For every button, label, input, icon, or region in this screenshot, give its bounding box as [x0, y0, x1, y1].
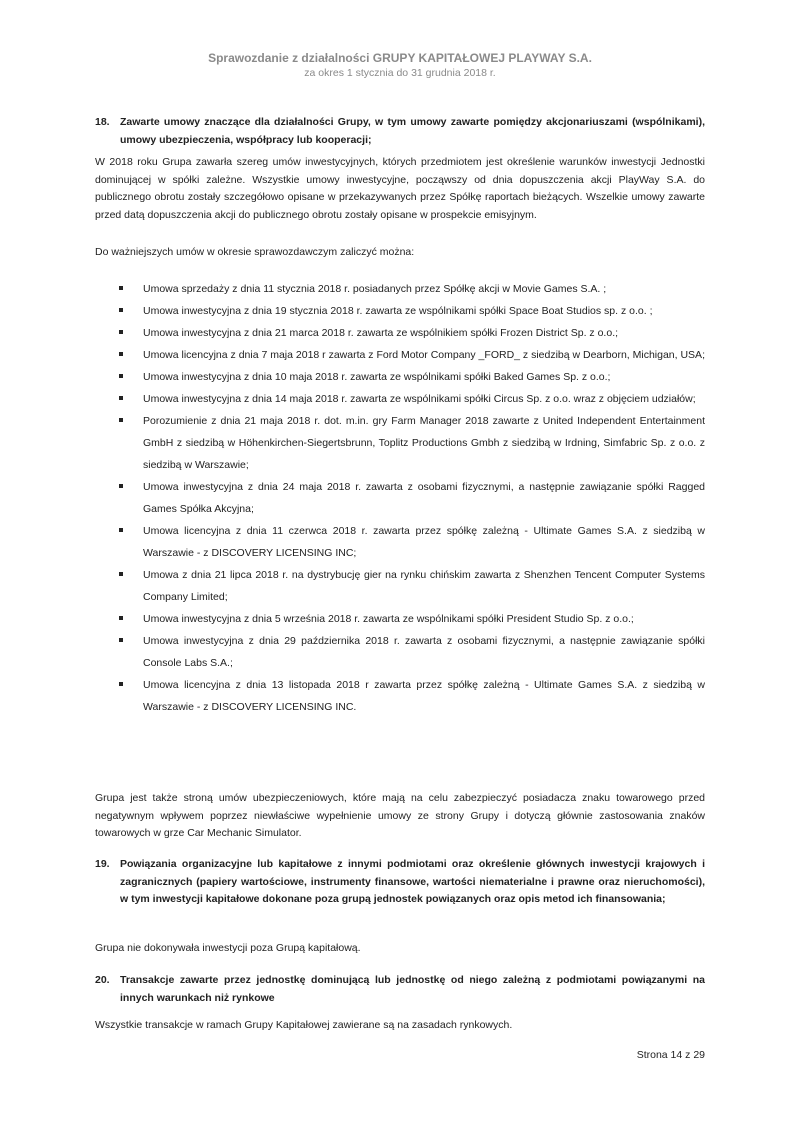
list-item: Umowa inwestycyjna z dnia 29 października 2018 r. zawarta z osobami fizycznymi, a następnie zawiązanie spółki Console Labs S.A.;	[95, 630, 705, 674]
bullet-icon	[95, 520, 143, 564]
list-item: Umowa inwestycyjna z dnia 14 maja 2018 r. zawarta ze wspólnikami spółki Circus Sp. z o.o. wraz z objęciem udziałów;	[95, 388, 705, 410]
list-item: Umowa sprzedaży z dnia 11 stycznia 2018 r. posiadanych przez Spółkę akcji w Movie Games S.A. ;	[95, 278, 705, 300]
document-header-subtitle: za okres 1 stycznia do 31 grudnia 2018 r.	[304, 67, 496, 79]
list-item: Umowa z dnia 21 lipca 2018 r. na dystrybucję gier na rynku chińskim zawarta z Shenzhen Tencent Computer Systems Company Limited;	[95, 564, 705, 608]
list-item: Umowa inwestycyjna z dnia 19 stycznia 2018 r. zawarta ze wspólnikami spółki Space Boat Studios sp. z o.o. ;	[95, 300, 705, 322]
list-item: Umowa inwestycyjna z dnia 5 września 2018 r. zawarta ze wspólnikami spółki President Studio Sp. z o.o.;	[95, 608, 705, 630]
list-item: Umowa inwestycyjna z dnia 24 maja 2018 r. zawarta z osobami fizycznymi, a następnie zawiązanie spółki Ragged Games Spółka Akcyjna;	[95, 476, 705, 520]
section-20-heading	[95, 972, 705, 1007]
bullet-icon	[95, 476, 143, 520]
bullet-icon	[95, 630, 143, 674]
list-item: Umowa licencyjna z dnia 11 czerwca 2018 r. zawarta przez spółkę zależną - Ultimate Games S.A. z siedzibą w Warszawie - z DISCOVERY LICENSING INC;	[95, 520, 705, 564]
bullet-icon	[95, 674, 143, 718]
insurance-paragraph: Grupa jest także stroną umów ubezpieczeniowych, które mają na celu zabezpieczyć posiadacza znaku towarowego przed negatywnym wpływem poprzez niewłaściwe wypełnienie umowy ze strony Grupy i dotyczą głównie zastosowania znaków towarowych w grze Car Mechanic Simulator.	[95, 792, 705, 839]
section-title: Powiązania organizacyjne lub kapitałowe z innymi podmiotami oraz określenie głównych inwestycji krajowych i zagranicznych (papiery wartościowe, instrumenty finansowe, wartości niematerialne i prawne oraz nieruchomości), w tym inwestycji kapitałowe dokonane poza grupą jednostek powiązanych oraz opis metod ich finansowania;	[120, 858, 705, 905]
section-title: Transakcje zawarte przez jednostkę dominującą lub jednostkę od niego zależną z podmiotami powiązanymi na innych warunkach niż rynkowe	[120, 974, 705, 1004]
bullet-icon	[95, 388, 143, 410]
section-20-paragraph: Wszystkie transakcje w ramach Grupy Kapitałowej zawierane są na zasadach rynkowych.	[95, 1019, 513, 1031]
section-19-heading	[95, 856, 705, 909]
section-number: 19.	[95, 858, 110, 870]
document-header-title: Sprawozdanie z działalności GRUPY KAPITAŁOWEJ PLAYWAY S.A.	[208, 51, 592, 65]
list-item: Umowa inwestycyjna z dnia 21 marca 2018 r. zawarta ze wspólnikiem spółki Frozen District Sp. z o.o.;	[95, 322, 705, 344]
list-item: Umowa licencyjna z dnia 7 maja 2018 r zawarta z Ford Motor Company _FORD_ z siedzibą w Dearborn, Michigan, USA;	[95, 344, 705, 366]
section-number: 20.	[95, 974, 110, 986]
bullet-icon	[95, 344, 143, 366]
bullet-icon	[95, 322, 143, 344]
list-item: Umowa inwestycyjna z dnia 10 maja 2018 r. zawarta ze wspólnikami spółki Baked Games Sp. z o.o.;	[95, 366, 705, 388]
section-18-heading	[95, 114, 705, 149]
section-18-paragraph: W 2018 roku Grupa zawarła szereg umów inwestycyjnych, których przedmiotem jest określenie warunków inwestycji Jednostki dominującej w spółki zależne. Wszystkie umowy inwestycyjne, począwszy od dnia dopuszczenia akcji PlayWay S.A. do publicznego obrotu zostały szczegółowo opisane w przekazywanych przez Spółkę raportach bieżących. Wszelkie umowy zawarte przed datą dopuszczenia akcji do publicznego obrotu zostały opisane w prospekcie emisyjnym.	[95, 156, 705, 221]
list-intro: Do ważniejszych umów w okresie sprawozdawczym zaliczyć można:	[95, 246, 415, 258]
bullet-icon	[95, 366, 143, 388]
bullet-icon	[95, 608, 143, 630]
section-number: 18.	[95, 116, 110, 128]
bullet-icon	[95, 278, 143, 300]
list-item: Porozumienie z dnia 21 maja 2018 r. dot. m.in. gry Farm Manager 2018 zawarte z United Independent Entertainment GmbH z siedzibą w Höhenkirchen-Siegertsbrunn, Toplitz Productions Gmbh z siedzibą w Irdning, Simfabric Sp. z o.o. z siedzibą w Warszawie;	[95, 410, 705, 476]
list-item: Umowa licencyjna z dnia 13 listopada 2018 r zawarta przez spółkę zależną - Ultimate Games S.A. z siedzibą w Warszawie - z DISCOVERY LICENSING INC.	[95, 674, 705, 718]
bullet-icon	[95, 300, 143, 322]
bullet-icon	[95, 410, 143, 476]
section-title: Zawarte umowy znaczące dla działalności Grupy, w tym umowy zawarte pomiędzy akcjonariuszami (wspólnikami), umowy ubezpieczenia, współpracy lub kooperacji;	[120, 116, 705, 146]
agreements-list	[95, 278, 705, 718]
bullet-icon	[95, 564, 143, 608]
section-19-paragraph: Grupa nie dokonywała inwestycji poza Grupą kapitałową.	[95, 942, 361, 954]
page-number: Strona 14 z 29	[636, 1049, 705, 1061]
